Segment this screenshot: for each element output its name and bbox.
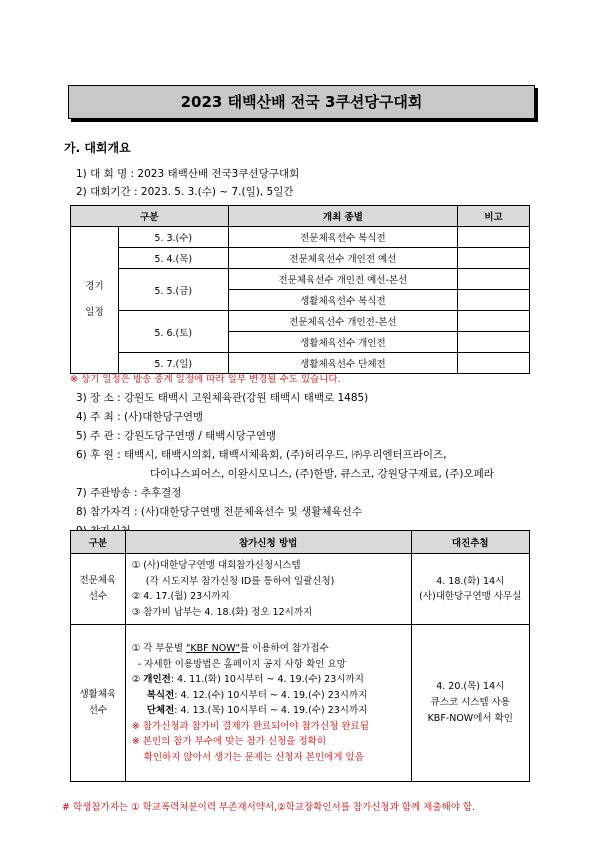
reg-header-draw: 대진추첨	[411, 531, 529, 554]
schedule-event: 전문체육선수 개인전 예선	[228, 248, 457, 269]
schedule-date: 5. 5.(금)	[118, 269, 228, 311]
table-row	[71, 311, 530, 332]
method-line	[132, 688, 405, 704]
schedule-note	[458, 332, 530, 353]
group-label-line: 일정	[85, 307, 104, 318]
schedule-date: 5. 3.(수)	[118, 227, 228, 248]
method-line: ③ 참가비 납부는 4. 18.(화) 정오 12시까지	[131, 606, 313, 618]
method-line	[132, 703, 405, 719]
schedule-event: 전문체육선수 개인전-본선	[228, 311, 457, 332]
reg-amateur-category	[71, 625, 126, 782]
schedule-note	[458, 248, 530, 269]
schedule-note	[458, 290, 530, 311]
schedule-event: 전문체육선수 복식전	[228, 227, 457, 248]
draw-line: KBF-NOW에서 확인	[427, 713, 513, 724]
schedule-date: 5. 4.(목)	[118, 248, 228, 269]
draw-line: 4. 18.(화) 14시	[436, 576, 505, 587]
schedule-header-category: 구분	[71, 206, 229, 227]
schedule-event: 생활체육선수 단체전	[228, 353, 457, 374]
table-row	[71, 625, 530, 782]
kbf-now-link[interactable]: "KBF NOW"	[186, 643, 240, 654]
method-text: 를 이용하여 참가접수	[239, 643, 329, 654]
draw-line: 큐스코 시스템 사용	[430, 697, 510, 708]
method-line	[132, 641, 405, 657]
detail-venue: 3) 장 소 : 강원도 태백시 고원체육관(강원 태백시 태백로 1485)	[76, 392, 369, 404]
method-label: 개인전	[143, 674, 171, 685]
schedule-event: 생활체육선수 복식전	[228, 290, 457, 311]
schedule-note	[458, 269, 530, 290]
title-banner	[68, 85, 535, 119]
reg-header-category: 구분	[71, 531, 126, 554]
method-text: : 4. 11.(화) 10시부터 ~ 4. 19.(수) 23시까지	[170, 674, 364, 685]
section-heading: 가. 대회개요	[64, 141, 131, 155]
group-label-line: 경기	[85, 281, 104, 292]
schedule-event: 생활체육선수 개인전	[228, 332, 457, 353]
reg-pro-draw	[411, 554, 529, 625]
page-title: 2023 태백산배 전국 3쿠션당구대회	[180, 93, 423, 111]
table-row	[71, 269, 530, 290]
method-line: ② 4. 17.(월) 23시까지	[131, 591, 230, 602]
category-line: 생활체육	[79, 689, 117, 700]
table-row	[71, 248, 530, 269]
category-line: 선수	[88, 591, 108, 602]
schedule-date: 5. 6.(토)	[118, 311, 228, 353]
reg-pro-method	[125, 554, 411, 625]
method-line: ① (사)대한당구연맹 대회참가신청시스템	[131, 560, 301, 571]
overview-period: 2) 대회기간 : 2023. 5. 3.(수) ~ 7.(일), 5일간	[76, 186, 294, 198]
method-label: 단체전	[146, 705, 175, 716]
draw-line: 4. 20.(목) 14시	[436, 681, 505, 692]
schedule-note-text: ※ 상기 일정은 방송 중계 일정에 따라 일부 변경될 수도 있습니다.	[70, 374, 341, 385]
method-label: 복식전	[146, 689, 175, 701]
method-line: - 자세한 이용방법은 홈페이지 공지 사항 확인 요망	[137, 658, 346, 670]
warning-line: ※ 본인의 참가 부수에 맞는 참가 신청을 정확히	[131, 736, 327, 747]
method-line: (각 시도지부 참가신청 ID를 통하여 일괄신청)	[145, 575, 335, 587]
table-row	[71, 227, 530, 248]
detail-sponsor-line2: 다이나스피어스, 이완시모니스, (주)한발, 큐스코, 강원당구재료, (주)오페라	[150, 468, 494, 480]
warning-line: 확인하지 않아서 생기는 문제는 신청자 본인에게 있음	[143, 751, 364, 763]
reg-amateur-draw	[411, 625, 529, 782]
schedule-note	[458, 311, 530, 332]
schedule-note	[458, 353, 530, 374]
method-text: : 4. 12.(수) 10시부터 ~ 4. 19.(수) 23시까지	[174, 689, 368, 701]
method-text: ① 각 부문별	[131, 643, 187, 654]
schedule-header-event: 개최 종별	[228, 206, 457, 227]
detail-sponsor-line1: 6) 후 원 : 태백시, 태백시의회, 태백시체육회, (주)허리우드, ㈜우리엔터프라이즈,	[76, 449, 447, 461]
detail-host: 4) 주 최 : (사)대한당구연맹	[76, 411, 204, 423]
table-row	[71, 554, 530, 625]
schedule-note	[458, 227, 530, 248]
reg-amateur-method	[125, 625, 411, 782]
method-text: : 4. 13.(목) 10시부터 ~ 4. 19.(수) 23시까지	[174, 705, 368, 716]
category-line: 전문체육	[79, 575, 117, 586]
registration-table	[70, 530, 530, 782]
category-line: 선수	[88, 705, 108, 716]
schedule-table	[70, 205, 530, 374]
footnote: # 학생참가자는 ① 학교폭력처분이력 부존재서약서,②학교장확인서를 참가신청과 함께 제출해야 함.	[62, 802, 476, 813]
schedule-date: 5. 7.(일)	[118, 353, 228, 374]
schedule-group-label	[71, 227, 119, 374]
reg-pro-category	[71, 554, 126, 625]
detail-organizer: 5) 주 관 : 강원도당구연맹 / 태백시당구연맹	[76, 430, 277, 442]
draw-line: (사)대한당구연맹 사무실	[419, 591, 522, 602]
method-line: ② 개인전: 4. 11.(화) 10시부터 ~ 4. 19.(수) 23시까지	[131, 674, 364, 685]
detail-broadcast: 7) 주관방송 : 추후결정	[76, 487, 182, 499]
schedule-event: 전문체육선수 개인전 예선-본선	[228, 269, 457, 290]
registration-header-row	[71, 531, 530, 554]
warning-line: ※ 참가신청과 참가비 결제가 완료되어야 참가신청 완료됨	[131, 720, 369, 732]
schedule-header-note: 비고	[458, 206, 530, 227]
reg-header-method: 참가신청 방법	[125, 531, 411, 554]
schedule-header-row	[71, 206, 530, 227]
detail-eligibility: 8) 참가자격 : (사)대한당구연맹 전문체육선수 및 생활체육선수	[76, 506, 362, 518]
overview-name: 1) 대 회 명 : 2023 태백산배 전국3쿠션당구대회	[76, 168, 300, 180]
